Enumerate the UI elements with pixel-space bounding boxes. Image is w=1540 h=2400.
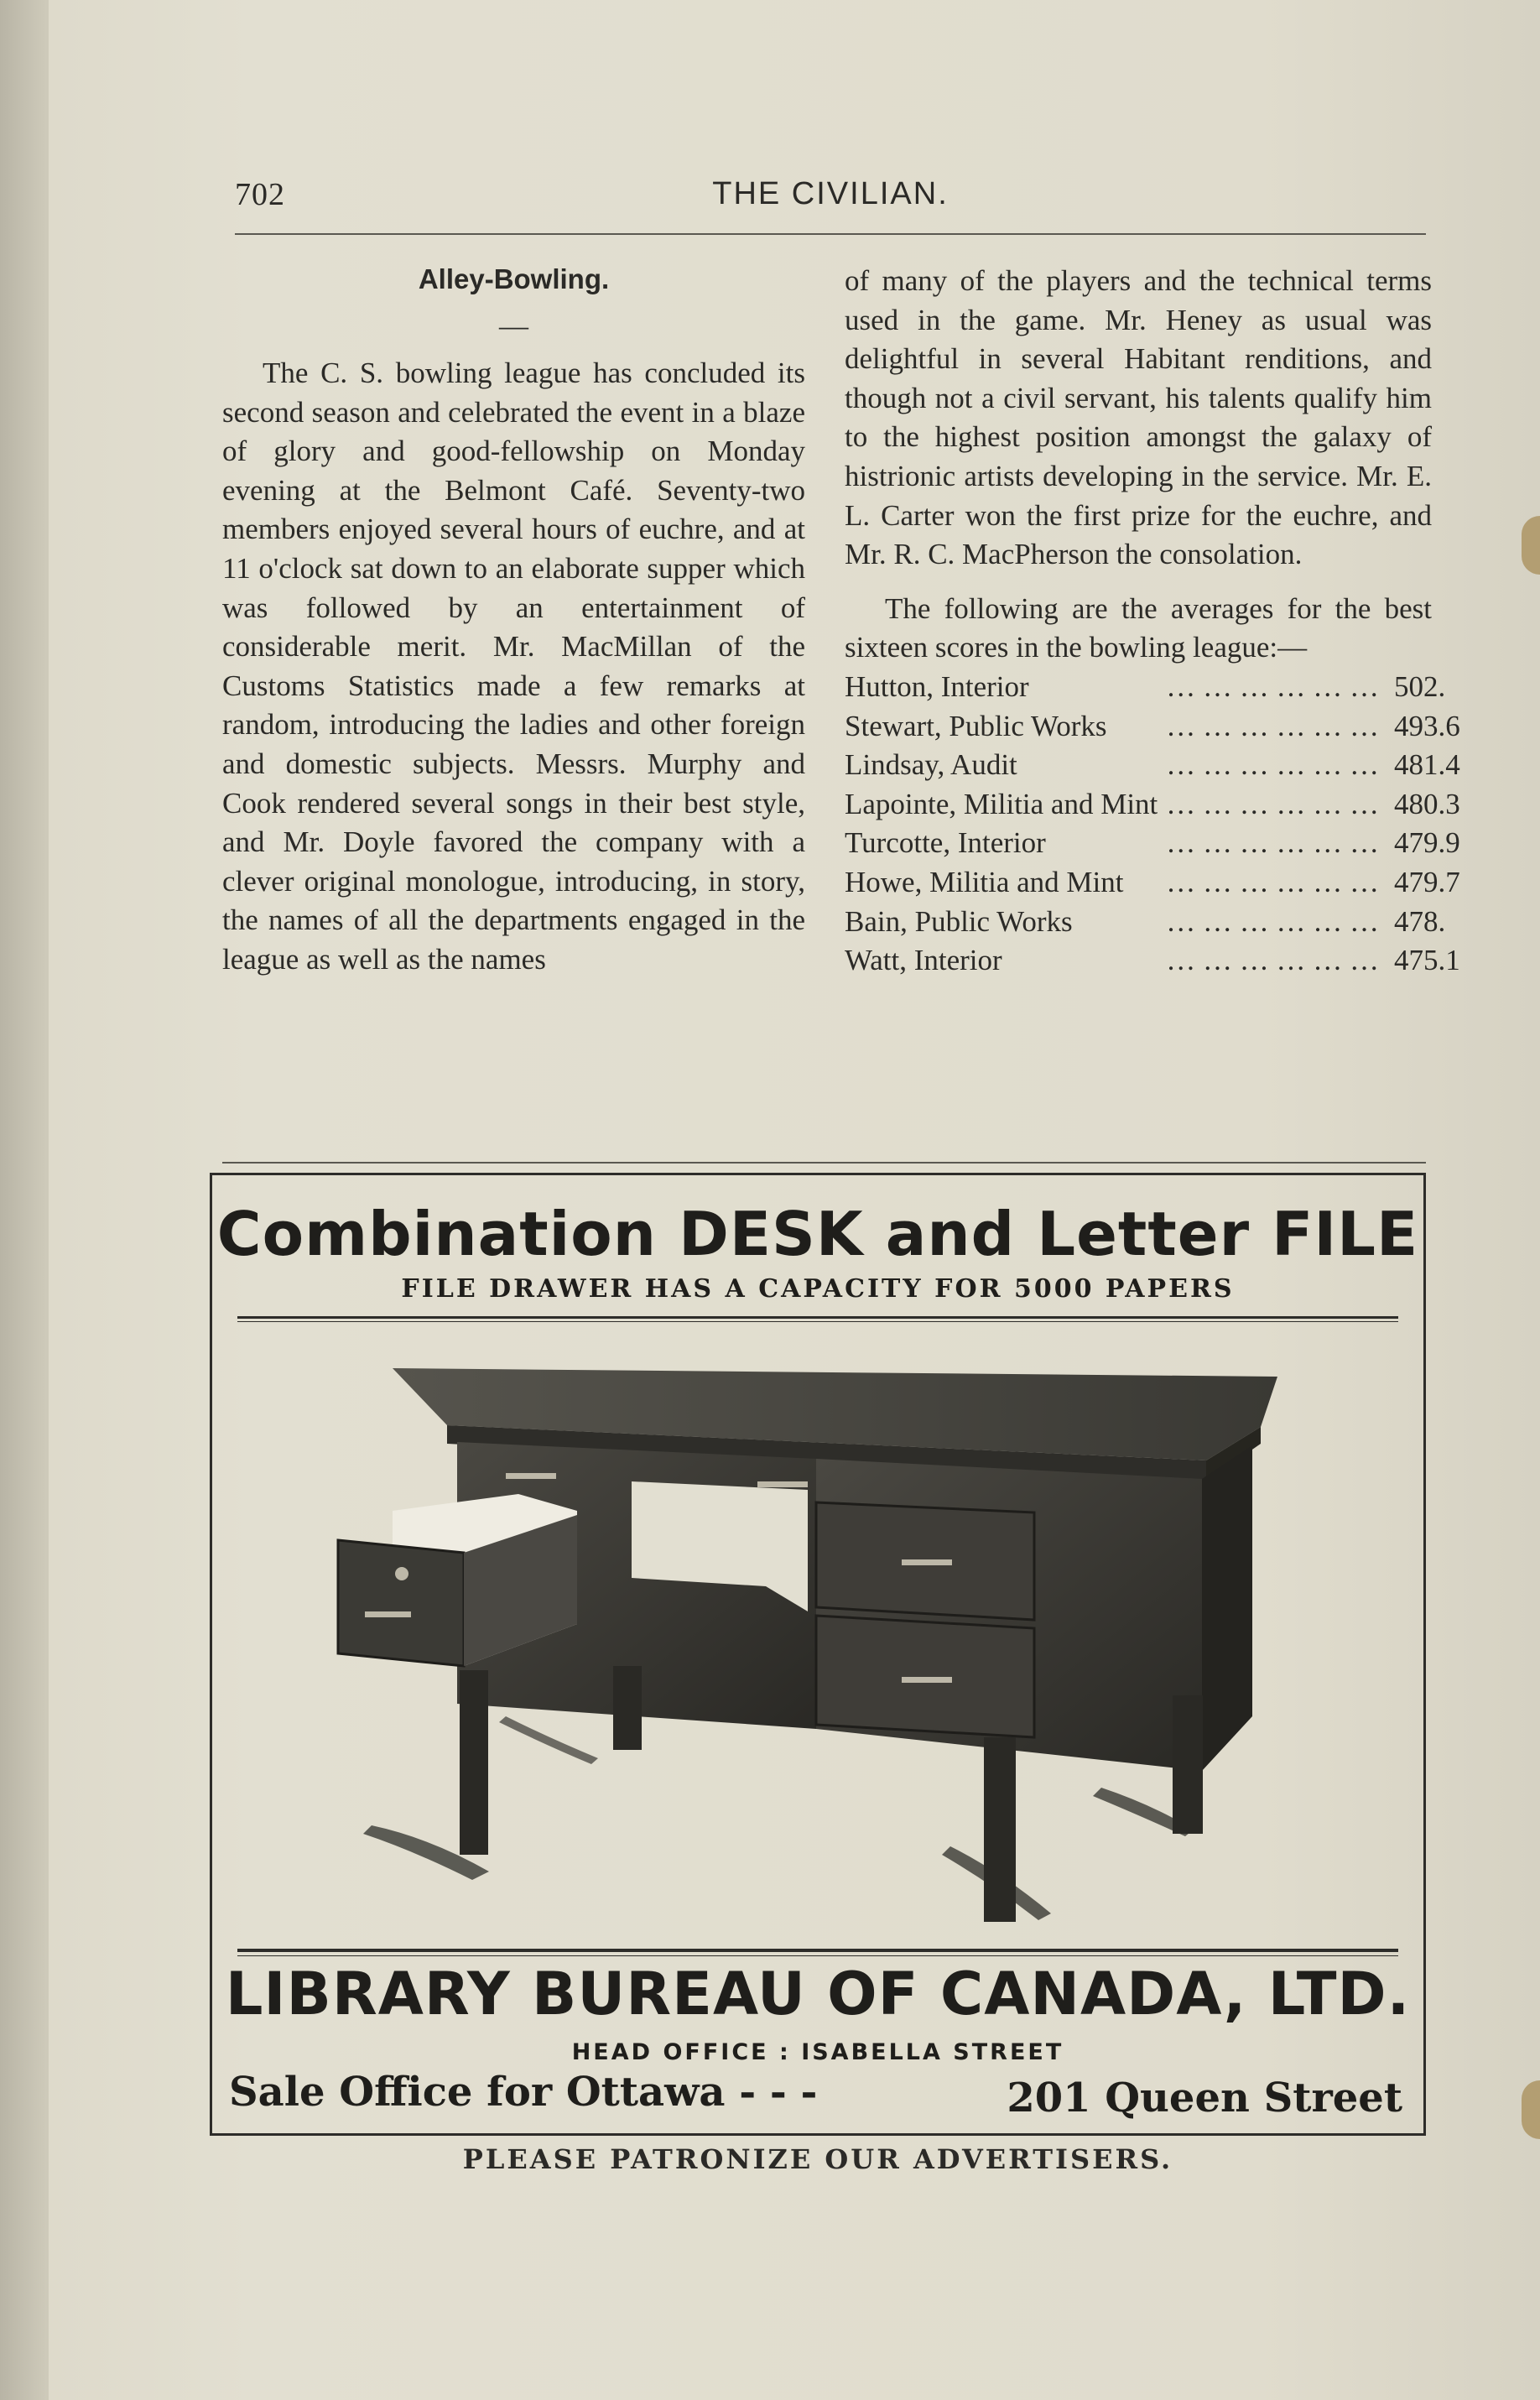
running-title: THE CIVILIAN. bbox=[712, 176, 949, 211]
ad-sale-address: 201 Queen Street bbox=[1007, 2075, 1402, 2121]
ad-company-name: LIBRARY BUREAU OF CANADA, LTD. bbox=[225, 1960, 1411, 2028]
score-row bbox=[845, 941, 1460, 981]
score-row bbox=[845, 863, 1460, 903]
score-name: Turcotte, Interior bbox=[845, 826, 1046, 860]
article-title: Alley-Bowling. bbox=[418, 263, 610, 294]
ad-headline: Combination DESK and Letter FILE bbox=[216, 1199, 1419, 1269]
drawer-handle bbox=[902, 1677, 952, 1683]
ad-subheadline: FILE DRAWER HAS A CAPACITY FOR 5000 PAPERS bbox=[401, 1274, 1235, 1304]
score-row bbox=[845, 824, 1460, 863]
leader-dots: … … … … … … bbox=[1166, 709, 1380, 742]
leader-dots: … … … … … … bbox=[1166, 865, 1380, 898]
article-paragraph: The C. S. bowling league has concluded its second season and celebrated the event in a blaze of glory and good-fellowship on Monday evening at the Belmont Café. Seventy-two members enjoyed several hours of euchre, and at 11 o'clock sat down to an elaborate supper which was followed by an entertainment of considerable merit. Mr. MacMillan of the Customs Statistics made a few remarks at random, introducing the ladies and other foreign and domestic subjects. Messrs. Murphy and Cook rendered several songs in their best style, and Mr. Doyle favored the company with a clever original monologue, introducing, in story, the names of all the departments engaged in the league as well as the names bbox=[222, 357, 805, 976]
score-row bbox=[845, 903, 1460, 942]
desk-leg bbox=[613, 1666, 642, 1750]
ad-rule bbox=[237, 1955, 1398, 1956]
binding-gutter bbox=[0, 0, 49, 2400]
score-row bbox=[845, 746, 1460, 785]
score-name: Stewart, Public Works bbox=[845, 709, 1107, 742]
page-number: 702 bbox=[235, 177, 285, 212]
score-name: Lapointe, Militia and Mint bbox=[845, 787, 1158, 820]
ad-head-office: HEAD OFFICE : ISABELLA STREET bbox=[571, 2039, 1064, 2065]
header-rule bbox=[235, 233, 1426, 235]
drawer-handle bbox=[902, 1559, 952, 1565]
desk-leg bbox=[460, 1670, 488, 1855]
article-column-left bbox=[222, 260, 805, 980]
score-value: 478. bbox=[1394, 904, 1446, 938]
leader-dots: … … … … … … bbox=[1166, 748, 1380, 782]
page-header bbox=[235, 176, 1426, 226]
score-row bbox=[845, 785, 1460, 825]
leader-dots: … … … … … … bbox=[1166, 944, 1380, 977]
advertisement-box bbox=[210, 1173, 1426, 2136]
score-name: Howe, Militia and Mint bbox=[845, 865, 1124, 898]
ad-sale-office: Sale Office for Ottawa - - - bbox=[229, 2069, 818, 2116]
score-value: 475.1 bbox=[1394, 944, 1460, 977]
page-edge-tab bbox=[1522, 2080, 1540, 2139]
leader-dots: … … … … … … bbox=[1166, 904, 1380, 938]
title-separator: — bbox=[499, 310, 528, 342]
score-value: 481.4 bbox=[1394, 748, 1460, 782]
article-column-right bbox=[845, 262, 1460, 981]
open-file-drawer-front bbox=[338, 1540, 464, 1666]
leader-dots: … … … … … … bbox=[1166, 669, 1380, 703]
ad-rule bbox=[237, 1949, 1398, 1952]
article-paragraph: The following are the averages for the best sixteen scores in the bowling league:— bbox=[845, 591, 1432, 664]
score-row bbox=[845, 707, 1460, 747]
desk-drawer bbox=[816, 1616, 1034, 1737]
drawer-handle bbox=[365, 1611, 411, 1617]
score-row bbox=[845, 668, 1460, 707]
shadow-stroke bbox=[499, 1716, 598, 1764]
score-name: Hutton, Interior bbox=[845, 669, 1029, 703]
section-rule bbox=[222, 1162, 1426, 1164]
score-value: 479.7 bbox=[1394, 865, 1460, 898]
drawer-knob bbox=[395, 1567, 408, 1580]
score-value: 479.9 bbox=[1394, 826, 1460, 860]
desk-illustration bbox=[263, 1335, 1378, 1939]
ad-rule bbox=[237, 1316, 1398, 1319]
footer-note: PLEASE PATRONIZE OUR ADVERTISERS. bbox=[462, 2143, 1173, 2175]
score-name: Lindsay, Audit bbox=[845, 748, 1017, 782]
leader-dots: … … … … … … bbox=[1166, 826, 1380, 860]
desk-leg bbox=[1173, 1695, 1203, 1834]
score-name: Bain, Public Works bbox=[845, 904, 1073, 938]
drawer-handle bbox=[757, 1481, 808, 1487]
score-value: 502. bbox=[1394, 669, 1446, 703]
page-edge-tab bbox=[1522, 516, 1540, 575]
leader-dots: … … … … … … bbox=[1166, 787, 1380, 820]
drawer-handle bbox=[506, 1473, 556, 1479]
score-value: 493.6 bbox=[1394, 709, 1460, 742]
desk-leg bbox=[984, 1737, 1016, 1922]
score-value: 480.3 bbox=[1394, 787, 1460, 820]
score-name: Watt, Interior bbox=[845, 944, 1002, 977]
scores-table bbox=[845, 668, 1460, 981]
desk-side-panel bbox=[1202, 1445, 1252, 1771]
article-paragraph-continued: of many of the players and the technical terms used in the game. Mr. Heney as usual was delightful in several Habitant renditions, and though not a civil servant, his talents qualify him to the highest position amongst the galaxy of histrionic artists developing in the service. Mr. E. L. Carter won the first prize for the euchre, and Mr. R. C. MacPherson the consolation. bbox=[845, 264, 1432, 571]
ad-rule bbox=[237, 1321, 1398, 1322]
